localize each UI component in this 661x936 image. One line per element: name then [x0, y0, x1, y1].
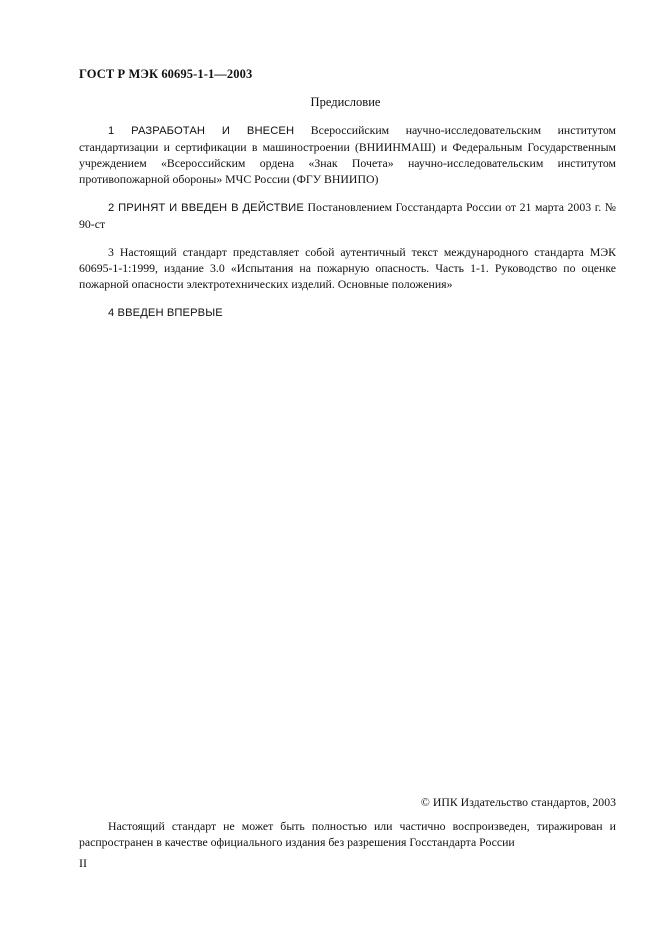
- foreword-paragraph-4: [79, 304, 616, 321]
- paragraph-lead: 2 ПРИНЯТ И ВВЕДЕН В ДЕЙСТВИЕ: [108, 202, 304, 214]
- document-code-header: ГОСТ Р МЭК 60695-1-1—2003: [79, 67, 253, 81]
- foreword-paragraph-3: [79, 244, 616, 292]
- paragraph-lead: 4 ВВЕДЕН ВПЕРВЫЕ: [108, 307, 223, 319]
- paragraph-text: Постановлением Госстандарта России от 21 марта 2003 г. № 90-ст: [79, 200, 616, 231]
- reproduction-notice: Настоящий стандарт не может быть полностью или частично воспроизведен, тиражирован и распространен в качестве официального издания без разрешения Госстандарта России: [79, 819, 616, 849]
- page-number: II: [79, 856, 87, 870]
- foreword-paragraph-2: [79, 199, 616, 232]
- foreword-body: [79, 122, 616, 333]
- foreword-paragraph-1: [79, 122, 616, 187]
- paragraph-text: 3 Настоящий стандарт представляет собой аутентичный текст международного стандарта МЭК 60695-1-1:1999, издание 3.0 «Испытания на пожарную опасность. Часть 1-1. Руководство по оценке пожарной опасности электротехнических изделий. Основные положения»: [79, 245, 616, 291]
- copyright-line: © ИПК Издательство стандартов, 2003: [420, 795, 616, 809]
- page-title: Предисловие: [310, 95, 381, 109]
- paragraph-lead: 1 РАЗРАБОТАН И ВНЕСЕН: [108, 125, 295, 137]
- paragraph-text: Всероссийским научно-исследовательским институтом стандартизации и сертификации в машиностроении (ВНИИНМАШ) и Федеральным Государственным учреждением «Всероссийским ордена «Знак Почета» научно-исследовательским институтом противопожарной обороны» МЧС России (ФГУ ВНИИПО): [79, 123, 616, 186]
